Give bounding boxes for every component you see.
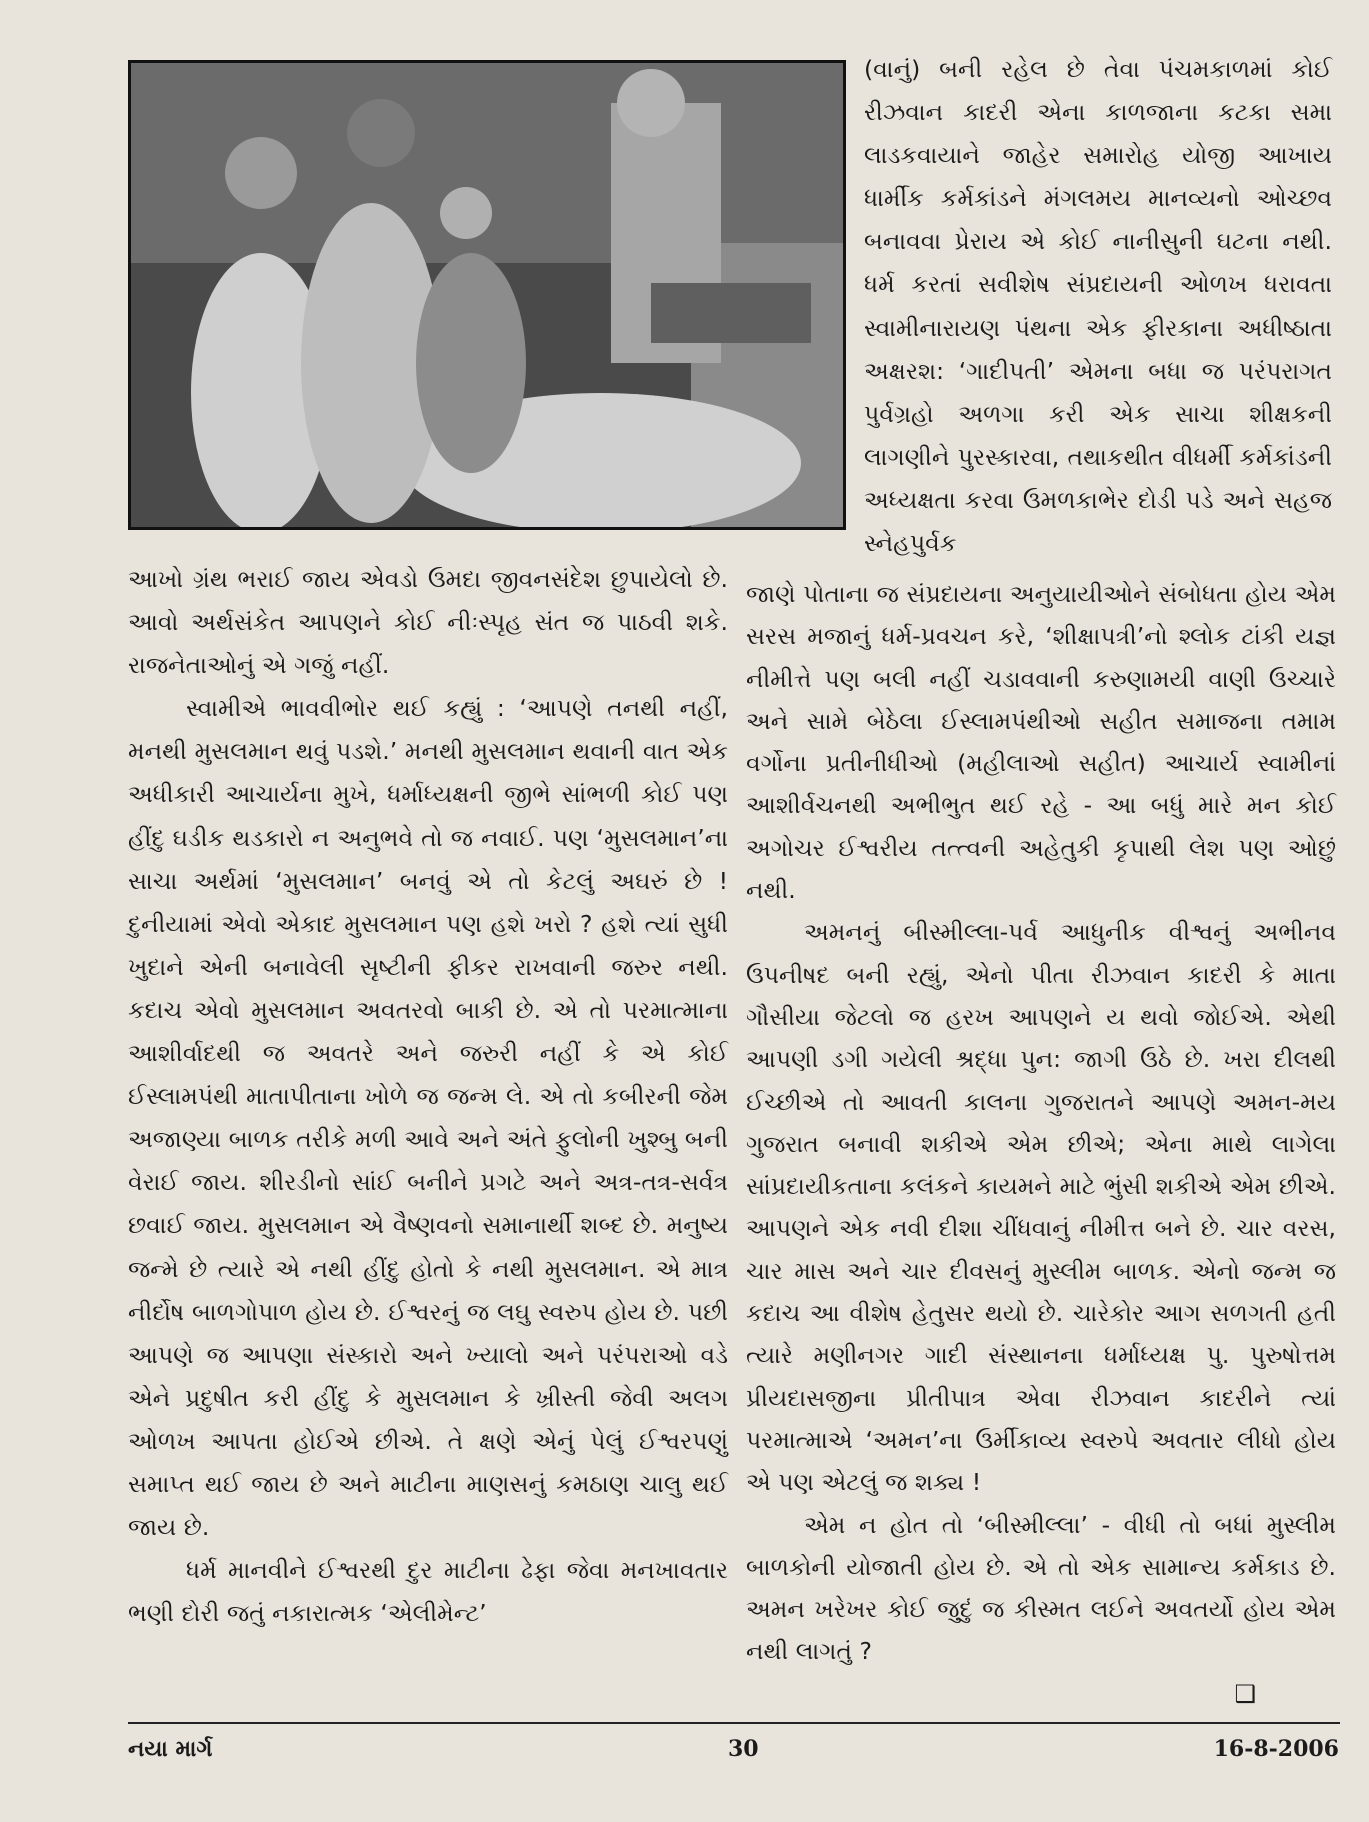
publication-name: નયા માર્ગ <box>128 1736 213 1762</box>
paragraph: ધર્મ માનવીને ઈશ્વરથી દુર માટીના ઢેફા જેવા મનખાવતાર ભણી દોરી જતું નકારાત્મક ‘એલીમેન્ટ’ <box>128 1556 728 1628</box>
footer-divider <box>128 1722 1340 1724</box>
paragraph: આખો ગ્રંથ ભરાઈ જાય એવડો ઉમદા જીવનસંદેશ છુપાયેલો છે. આવો અર્થસંકેત આપણને કોઈ નીઃસ્પૃહ સંત જ પાઠવી શકે. રાજનેતાઓનું એ ગજું નહીં. <box>128 565 728 680</box>
paragraph: એમ ન હોત તો ‘બીસ્મીલ્લા’ - વીધી તો બધાં મુસ્લીમ બાળકોની યોજાતી હોય છે. એ તો એક સામાન્ય કર્મકાડ છે. અમન ખરેખર કોઈ જુદું જ કીસ્મત લઈને અવતર્યો હોય એમ નથી લાગતું ? <box>746 1510 1336 1666</box>
paragraph: જાણે પોતાના જ સંપ્રદાયના અનુયાયીઓને સંબોધતા હોય એમ સરસ મજાનું ધર્મ-પ્રવચન કરે, ‘શીક્ષાપત્રી’નો શ્લોક ટાંકી યજ્ઞ નીમીત્તે પણ બલી નહીં ચડાવવાની કરુણામયી વાણી ઉચ્ચારે અને સામે બેઠેલા ઈસ્લામપંથીઓ સહીત સમાજના તમામ વર્ગોના પ્રતીનીધીઓ (મહીલાઓ સહીત) આચાર્ય સ્વામીનાં આશીર્વચનથી અભીભુત થઈ રહે - આ બધું મારે મન કોઈ અગોચર ઈશ્વરીય તત્ત્વની અહેતુકી કૃપાથી લેશ પણ ઓછું નથી. <box>746 580 1336 905</box>
paragraph: (વાનું) બની રહેલ છે તેવા પંચમકાળમાં કોઈ રીઝવાન કાદરી એના કાળજાના કટકા સમા લાડકવાયાને જાહેર સમારોહ યોજી આખાય ધાર્મીક કર્મકાંડને મંગલમય માનવ્યનો ઓચ્છવ બનાવવા પ્રેરાય એ કોઈ નાનીસુની ઘટના નથી. ધર્મ કરતાં સવીશેષ સંપ્રદાયની ઓળખ ધરાવતા સ્વામીનારાયણ પંથના એક ફીરકાના અધીષ્ઠાતા અક્ષરશ: ‘ગાદીપતી’ એમના બધા જ પરંપરાગત પુર્વગ્રહો અળગા કરી એક સાચા શીક્ષકની લાગણીને પુરસ્કારવા, તથાકથીત વીધર્મી કર્મકાંડની અધ્યક્ષતા કરવા ઉમળકાભેર દોડી પડે અને સહજ સ્નેહપુર્વક <box>864 55 1332 558</box>
issue-date: 16-8-2006 <box>1213 1736 1339 1762</box>
page-number: 30 <box>728 1736 759 1762</box>
ceremony-photo <box>128 60 846 530</box>
end-mark-icon: ❑ <box>1234 1679 1256 1708</box>
paragraph: સ્વામીએ ભાવવીભોર થઈ કહ્યું : ‘આપણે તનથી નહીં, મનથી મુસલમાન થવું પડશે.’ મનથી મુસલમાન થવાની વાત એક અધીકારી આચાર્યના મુખે, ધર્માધ્યક્ષની જીભે સાંભળી કોઈ પણ હીંદુ ઘડીક થડકારો ન અનુભવે તો જ નવાઈ. પણ ‘મુસલમાન’ના સાચા અર્થમાં ‘મુસલમાન’ બનવું એ તો કેટલું અઘરું છે ! દુનીયામાં એવો એકાદ મુસલમાન પણ હશે ખરો ? હશે ત્યાં સુધી ખુદાને એની બનાવેલી સૃષ્ટીની ફીકર રાખવાની જરુર નથી. કદાચ એવો મુસલમાન અવતરવો બાકી છે. એ તો પરમાત્માના આશીર્વાદથી જ અવતરે અને જરુરી નહીં કે એ કોઈ ઈસ્લામપંથી માતાપીતાના ખોળે જ જન્મ લે. એ તો કબીરની જેમ અજાણ્યા બાળક તરીકે મળી આવે અને અંતે ફુલોની ખુશ્બુ બની વેરાઈ જાય. શીરડીનો સાંઈ બનીને પ્રગટે અને અત્ર-તત્ર-સર્વત્ર છવાઈ જાય. મુસલમાન એ વૈષ્ણવનો સમાનાર્થી શબ્દ છે. મનુષ્ય જન્મે છે ત્યારે એ નથી હીંદુ હોતો કે નથી મુસલમાન. એ માત્ર નીર્દોષ બાળગોપાળ હોય છે. ઈશ્વરનું જ લઘુ સ્વરુપ હોય છે. પછી આપણે જ આપણા સંસ્કારો અને ખ્યાલો અને પરંપરાઓ વડે એને પ્રદુષીત કરી હીંદુ કે મુસલમાન કે ખ્રીસ્તી જેવી અલગ ઓળખ આપતા હોઈએ છીએ. તે ક્ષણે એનું પેલું ઈશ્વરપણું સમાપ્ત થઈ જાય છે અને માટીના માણસનું કમઠાણ ચાલુ થઈ જાય છે. <box>128 694 728 1542</box>
paragraph: અમનનું બીસ્મીલ્લા-પર્વ આધુનીક વીશ્વનું અભીનવ ઉપનીષદ બની રહ્યું, એનો પીતા રીઝવાન કાદરી કે માતા ગૌસીયા જેટલો જ હરખ આપણને ય થવો જોઈએ. એથી આપણી ડગી ગયેલી શ્રદ્ધા પુન: જાગી ઉઠે છે. ખરા દીલથી ઈચ્છીએ તો આવતી કાલના ગુજરાતને આપણે અમન-મય ગુજરાત બનાવી શકીએ એમ છીએ; એના માથે લાગેલા સાંપ્રદાયીકતાના કલંકને કાયમને માટે ભુંસી શકીએ એમ છીએ. આપણને એક નવી દીશા ચીંધવાનું નીમીત્ત બને છે. ચાર વરસ, ચાર માસ અને ચાર દીવસનું મુસ્લીમ બાળક. એનો જન્મ જ કદાચ આ વીશેષ હેતુસર થયો છે. ચારેકોર આગ સળગતી હતી ત્યારે મણીનગર ગાદી સંસ્થાનના ધર્માધ્યક્ષ પુ. પુરુષોત્તમ પ્રીયદાસજીના પ્રીતીપાત્ર એવા રીઝવાન કાદરીને ત્યાં પરમાત્માએ ‘અમન’ના ઉર્મીકાવ્ય સ્વરુપે અવતાર લીધો હોય એ પણ એટલું જ શક્ય ! <box>746 918 1336 1497</box>
column-right <box>746 573 1336 1716</box>
column-left <box>128 558 728 1635</box>
photo-ceremony-image-icon <box>131 63 843 527</box>
column-top-right <box>864 48 1332 565</box>
